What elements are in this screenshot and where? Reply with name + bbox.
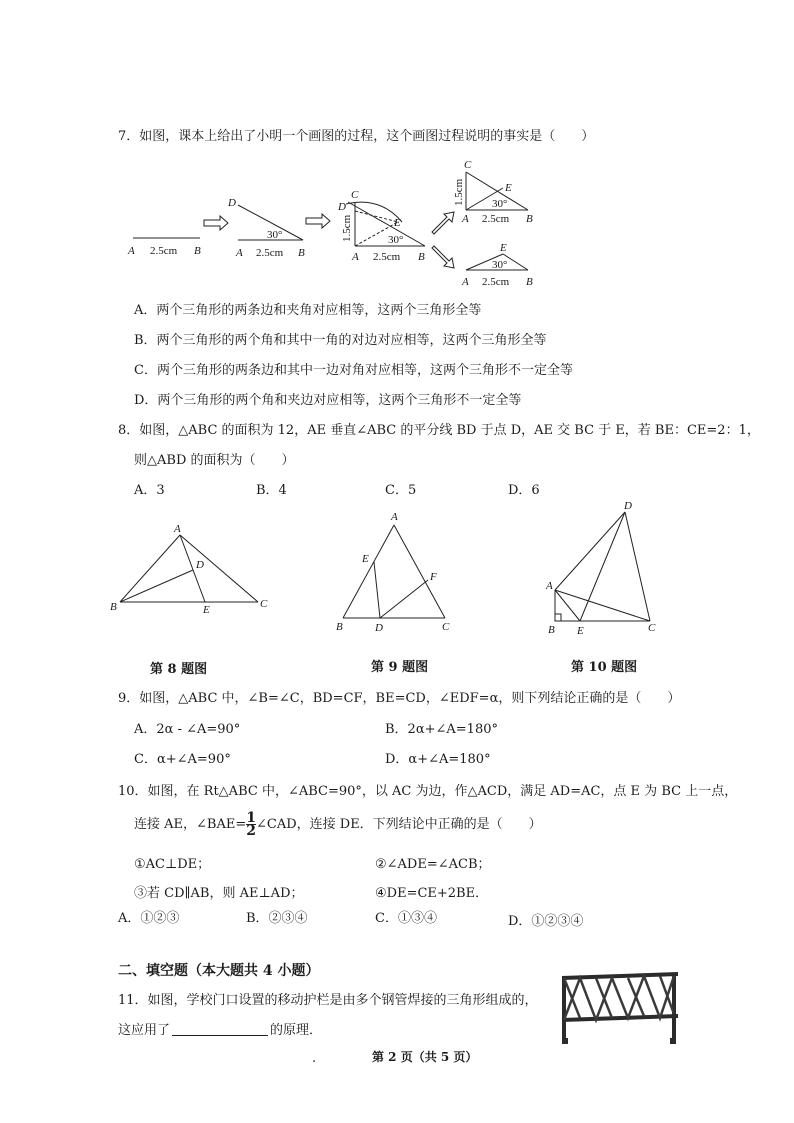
frac-numerator: 1 <box>246 810 256 826</box>
svg-text:F: F <box>430 571 437 583</box>
figure-8-caption: 第 8 题图 <box>150 662 208 677</box>
svg-text:E: E <box>577 625 584 637</box>
svg-text:30°: 30° <box>492 198 508 210</box>
q8-option-a: A．3 <box>134 483 165 498</box>
svg-text:B: B <box>110 601 117 613</box>
svg-text:2.5cm: 2.5cm <box>482 213 510 225</box>
figure-10-caption: 第 10 题图 <box>571 660 638 675</box>
svg-text:B: B <box>526 276 533 288</box>
svg-text:1.5cm: 1.5cm <box>453 178 465 206</box>
svg-text:C: C <box>648 622 656 634</box>
svg-text:A: A <box>174 523 181 535</box>
svg-text:D: D <box>338 201 346 213</box>
svg-text:C: C <box>464 159 472 171</box>
svg-text:2.5cm: 2.5cm <box>373 251 401 263</box>
svg-text:C: C <box>351 189 359 201</box>
label-B: B <box>194 245 201 257</box>
fraction-half <box>246 812 256 837</box>
figure-9-caption: 第 9 题图 <box>371 660 429 675</box>
page-number-footer: 第 2 页（共 5 页） <box>372 1050 478 1064</box>
q9-stem: 9．如图，△ABC 中，∠B=∠C，BD=CF，BE=CD，∠EDF=α，则下列结论正确的是（ ） <box>118 691 681 706</box>
svg-text:B: B <box>336 621 343 633</box>
q10-stem-post: ∠CAD，连接 DE．下列结论中正确的是（ ） <box>255 817 542 832</box>
label-A: A <box>236 247 243 259</box>
svg-text:B: B <box>548 624 555 636</box>
frac-denominator: 2 <box>246 823 256 839</box>
svg-text:D: D <box>624 500 632 512</box>
label-len: 2.5cm <box>256 247 284 259</box>
q10-statement-4: ④DE=CE+2BE． <box>375 886 489 901</box>
svg-text:2.5cm: 2.5cm <box>482 276 510 288</box>
svg-text:D: D <box>375 622 383 634</box>
q10-statement-2: ②∠ADE=∠ACB； <box>375 857 491 872</box>
section-2-heading: 二、填空题（本大题共 4 小题） <box>118 963 320 979</box>
q11-pre: 这应用了 <box>118 1023 171 1038</box>
label-D: D <box>228 197 236 209</box>
q7-option-c: C．两个三角形的两条边和其中一边对角对应相等，这两个三角形不一定全等 <box>134 363 573 378</box>
q11-line2 <box>118 1022 322 1040</box>
svg-text:E: E <box>362 553 369 565</box>
q10-statement-1: ①AC⊥DE； <box>134 857 211 872</box>
svg-text:E: E <box>505 182 512 194</box>
svg-text:D: D <box>196 559 204 571</box>
q10-option-a: A．①②③ <box>118 911 180 926</box>
svg-text:B: B <box>418 251 425 263</box>
svg-text:1.5cm: 1.5cm <box>341 214 353 242</box>
q9-option-c: C．α+∠A=90° <box>134 752 231 767</box>
q10-option-d: D．①②③④ <box>508 914 584 929</box>
svg-text:C: C <box>442 621 450 633</box>
q7-option-b: B．两个三角形的两个角和其中一角的对边对应相等，这两个三角形全等 <box>134 333 547 348</box>
label-ang: 30° <box>267 229 283 241</box>
svg-text:A: A <box>546 580 553 592</box>
q8-stem-line1: 8．如图，△ABC 的面积为 12，AE 垂直∠ABC 的平分线 BD 于点 D，AE 交 BC 于 E，若 BE：CE=2：1， <box>118 423 760 438</box>
q7-option-d: D．两个三角形的两个角和夹边对应相等，这两个三角形不一定全等 <box>134 393 522 408</box>
q10-stem-line2 <box>134 812 542 837</box>
q11-line1: 11．如图，学校门口设置的移动护栏是由多个钢管焊接的三角形组成的， <box>118 993 538 1008</box>
q10-stem-pre: 连接 AE，∠BAE= <box>134 817 247 832</box>
q8-option-d: D．6 <box>508 483 540 498</box>
q8-stem-line2: 则△ABD 的面积为（ ） <box>134 453 295 468</box>
label-len: 2.5cm <box>150 245 178 257</box>
svg-text:E: E <box>500 242 507 254</box>
guardrail-photo <box>556 970 682 1050</box>
q9-option-a: A．2α - ∠A=90° <box>134 722 241 737</box>
svg-text:A: A <box>462 213 469 225</box>
q11-answer-blank[interactable] <box>172 1022 268 1036</box>
q9-option-d: D．α+∠A=180° <box>385 752 491 767</box>
svg-text:A: A <box>352 251 359 263</box>
q9-option-b: B．2α+∠A=180° <box>385 722 498 737</box>
q11-post: 的原理． <box>270 1023 323 1038</box>
svg-text:A: A <box>391 511 398 523</box>
q10-statement-3: ③若 CD∥AB，则 AE⊥AD； <box>134 886 304 901</box>
svg-text:C: C <box>260 598 268 610</box>
q7-stem: 7．如图，课本上给出了小明一个画图的过程，这个画图过程说明的事实是（ ） <box>118 129 595 144</box>
label-A: A <box>128 245 135 257</box>
footer-dot: . <box>312 1051 317 1066</box>
svg-text:30°: 30° <box>388 234 404 246</box>
svg-text:E: E <box>203 604 210 616</box>
svg-text:A: A <box>462 276 469 288</box>
q10-option-b: B．②③④ <box>246 911 308 926</box>
q8-option-b: B．4 <box>256 483 287 498</box>
svg-text:30°: 30° <box>492 259 508 271</box>
svg-text:E: E <box>394 217 401 229</box>
q8-option-c: C．5 <box>385 483 417 498</box>
q7-option-a: A．两个三角形的两条边和夹角对应相等，这两个三角形全等 <box>134 303 482 318</box>
q10-option-c: C．①③④ <box>375 911 437 926</box>
q10-stem-line1: 10．如图，在 Rt△ABC 中，∠ABC=90°，以 AC 为边，作△ACD，满足 AD=AC，点 E 为 BC 上一点， <box>118 784 738 799</box>
svg-text:B: B <box>526 213 533 225</box>
label-B: B <box>298 247 305 259</box>
